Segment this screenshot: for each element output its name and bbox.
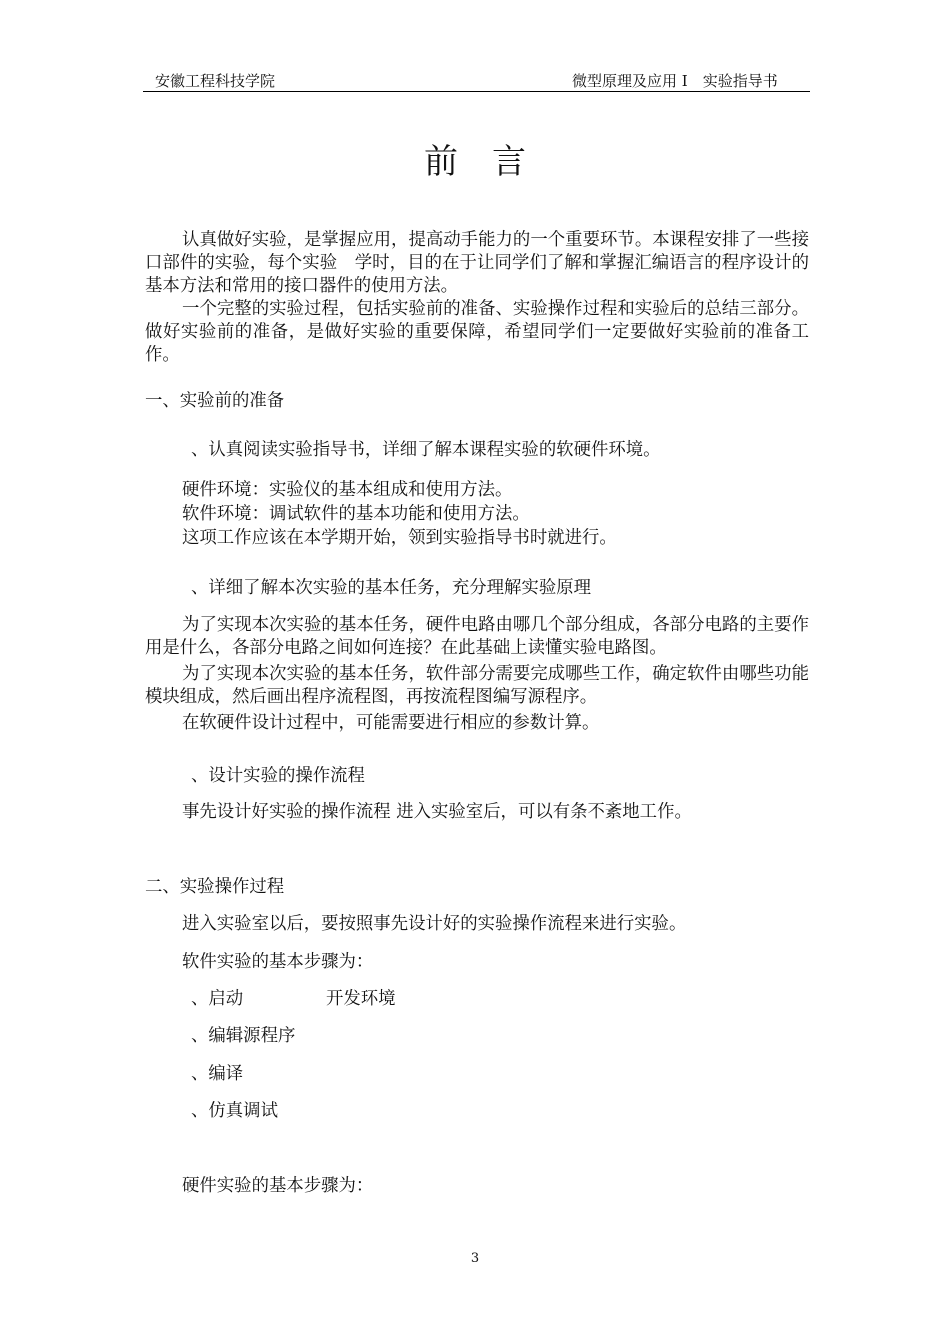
header-rule <box>143 91 810 92</box>
intro-paragraph-2 <box>145 298 809 367</box>
section1-item2-p1-text: 为了实现本次实验的基本任务，硬件电路由哪几个部分组成，各部分电路的主要作用是什么，各部分电路之间如何连接？在此基础上读懂实验电路图。 <box>145 615 809 658</box>
section1-item1-line3: 这项工作应该在本学期开始，领到实验指导书时就进行。 <box>182 528 617 548</box>
header-left: 安徽工程科技学院 <box>155 72 276 90</box>
software-steps-heading: 软件实验的基本步骤为： <box>182 952 374 972</box>
software-step-2: 、编辑源程序 <box>191 1026 296 1046</box>
software-step-1-label: 、启动 <box>191 989 244 1009</box>
software-step-4: 、仿真调试 <box>191 1101 278 1121</box>
section1-item2-paragraph-1 <box>145 614 809 660</box>
software-step-3: 、编译 <box>191 1064 244 1084</box>
section2-heading: 二、实验操作过程 <box>145 877 285 897</box>
section1-item2-paragraph-2 <box>145 663 809 709</box>
section1-item3-title: 、设计实验的操作流程 <box>191 766 365 786</box>
hardware-steps-heading: 硬件实验的基本步骤为： <box>182 1176 374 1196</box>
section1-heading: 一、实验前的准备 <box>145 391 285 411</box>
page-number: 3 <box>470 1251 480 1266</box>
header-right: 微型原理及应用 I 实验指导书 <box>572 72 778 90</box>
software-step-1-suffix: 开发环境 <box>326 989 396 1009</box>
section1-item3-text: 事先设计好实验的操作流程 进入实验室后，可以有条不紊地工作。 <box>182 802 692 822</box>
section1-item1-line2: 软件环境：调试软件的基本功能和使用方法。 <box>182 504 530 524</box>
intro-paragraph-1 <box>145 229 809 298</box>
section1-item1-title: 、认真阅读实验指导书，详细了解本课程实验的软硬件环境。 <box>191 440 661 460</box>
section1-item2-p2-text: 为了实现本次实验的基本任务，软件部分需要完成哪些工作，确定软件由哪些功能模块组成，然后画出程序流程图，再按流程图编写源程序。 <box>145 664 809 707</box>
section1-item1-line1: 硬件环境：实验仪的基本组成和使用方法。 <box>182 480 513 500</box>
page-title: 前言 <box>424 142 560 182</box>
section2-intro: 进入实验室以后，要按照事先设计好的实验操作流程来进行实验。 <box>182 914 687 934</box>
intro-p2-text: 一个完整的实验过程，包括实验前的准备、实验操作过程和实验后的总结三部分。做好实验前的准备，是做好实验的重要保障，希望同学们一定要做好实验前的准备工作。 <box>145 299 809 365</box>
software-step-1 <box>191 988 243 1011</box>
section1-item2-title: 、详细了解本次实验的基本任务，充分理解实验原理 <box>191 578 591 598</box>
section1-item2-paragraph-3: 在软硬件设计过程中，可能需要进行相应的参数计算。 <box>182 713 600 733</box>
intro-p1-text: 认真做好实验，是掌握应用，提高动手能力的一个重要环节。本课程安排了一些接口部件的实验，每个实验 学时，目的在于让同学们了解和掌握汇编语言的程序设计的基本方法和常用的接口器件的使用方法。 <box>145 230 809 296</box>
